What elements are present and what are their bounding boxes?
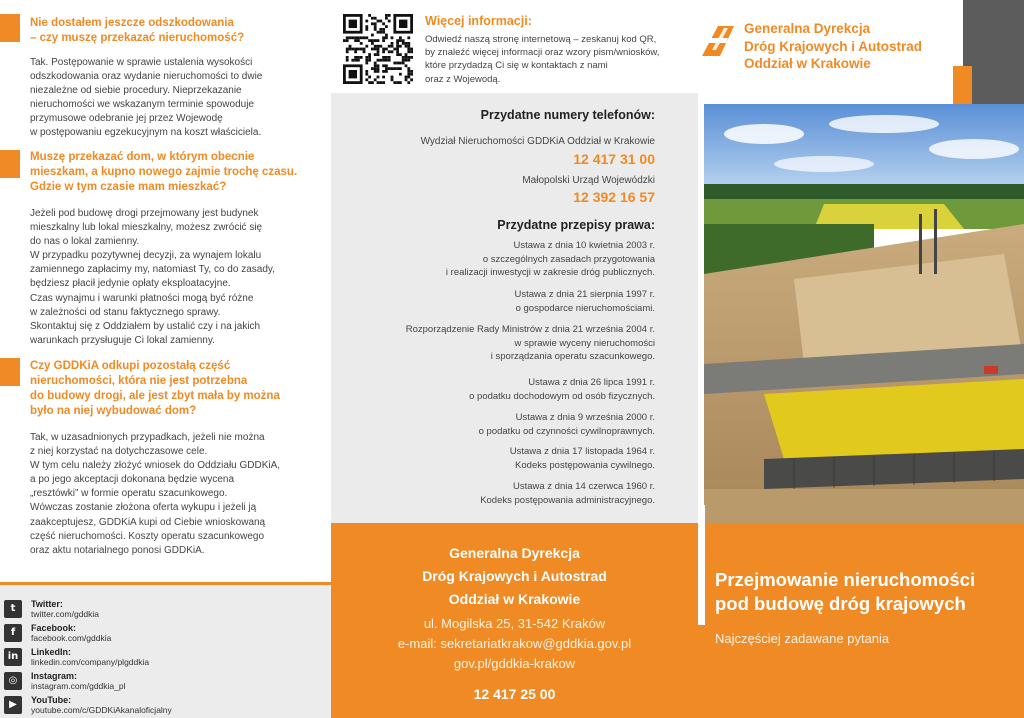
accent-bar [0, 150, 20, 178]
cover-title-line1: Przejmowanie nieruchomości [715, 569, 976, 590]
law-item: Ustawa z dnia 21 sierpnia 1997 r. o gospodarce nieruchomościami. [514, 289, 655, 314]
contact-website[interactable]: gov.pl/gddkia-krakow [453, 656, 576, 671]
social-url[interactable]: youtube.com/c/GDDKiAkanaloficjalny [31, 705, 172, 715]
contact-org-line2: Dróg Krajowych i Autostrad [422, 568, 607, 584]
more-info-text: Odwiedź naszą stronę internetową – zeskanuj kod QR, by znaleźć więcej informacji oraz wzory pism/wniosków, które przydadzą Ci się w kontaktach z nami oraz z Wojewodą. [425, 34, 660, 85]
social-label: Facebook: [31, 623, 77, 633]
law-item: Ustawa z dnia 14 czerwca 1960 r. Kodeks postępowania administracyjnego. [480, 481, 655, 506]
linkedin-icon: in [4, 648, 22, 666]
faq-item-remaining-property [0, 358, 331, 568]
instagram-icon: ◎ [4, 672, 22, 690]
cover-subtitle: Najczęściej zadawane pytania [715, 631, 890, 646]
faq-answer: Jeżeli pod budowę drogi przejmowany jest budynek mieszkalny lub lokal mieszkalny, możesz zwrócić się do nas o lokal zamienny. W przypadku pozytywnej decyzji, za wynajem lokalu zamiennego zapłacimy my, natomiast Ty, co do zasady, będziesz płacił jedynie opłaty eksploatacyjne. Czas wynajmu i warunki płatności mogą być różne w zależności od stanu faktycznego sprawy. Skontaktuj się z Oddziałem by ustalić czy i na jakich warunkach przysługuje Ci lokal zamienny. [30, 208, 275, 346]
org-name-line2: Dróg Krajowych i Autostrad [744, 38, 923, 54]
youtube-icon: ▶ [4, 696, 22, 714]
law-item: Ustawa z dnia 17 listopada 1964 r. Kodeks postępowania cywilnego. [509, 446, 655, 471]
social-link-twitter[interactable] [4, 599, 324, 621]
accent-bar [0, 358, 20, 386]
qr-code[interactable] [343, 14, 413, 84]
phone-number-voivodeship[interactable]: 12 392 16 57 [573, 189, 655, 205]
left-panel [0, 0, 331, 718]
middle-panel [331, 0, 698, 718]
faq-question: Nie dostałem jeszcze odszkodowania – czy muszę przekazać nieruchomość? [30, 17, 245, 44]
social-media-box [0, 582, 331, 718]
phone-number-gddkia[interactable]: 12 417 31 00 [573, 151, 655, 167]
faq-answer: Tak. Postępowanie w sprawie ustalenia wysokości odszkodowania oraz wydanie nieruchomości to dwie niezależne od siebie procedury. Nieprzekazanie nieruchomości we wskazanym terminie spowoduje przymusowe odebranie jej przez Wojewodę w postępowaniu egzekucyjnym na koszt właściciela. [30, 57, 263, 139]
law-item: Ustawa z dnia 26 lipca 1991 r. o podatku dochodowym od osób fizycznych. [469, 377, 655, 402]
phone-office-gddkia: Wydział Nieruchomości GDDKiA Oddział w Krakowie [420, 136, 655, 147]
more-info-title: Więcej informacji: [425, 14, 532, 28]
social-url[interactable]: linkedin.com/company/plgddkia [31, 657, 150, 667]
faq-item-compensation [0, 14, 331, 144]
law-item: Ustawa z dnia 10 kwietnia 2003 r. o szczególnych zasadach przygotowania i realizacji inwestycji w zakresie dróg publicznych. [445, 240, 655, 279]
social-link-linkedin[interactable] [4, 647, 324, 669]
facebook-icon: f [4, 624, 22, 642]
dark-accent-strip [963, 0, 1024, 105]
social-label: YouTube: [31, 695, 72, 705]
org-name [744, 20, 974, 73]
faq-answer: Tak, w uzasadnionych przypadkach, jeżeli nie można z niej korzystać na dotychczasowe cele. W tym celu należy złożyć wniosek do Oddziału GDDKiA, a po jego akceptacji dokonana będzie wycena „resztówki” w formie operatu szacunkowego. Wówczas zostanie złożona oferta wykupu i jeżeli ją zaakceptujesz, GDDKiA kupi od Ciebie wnioskowaną część nieruchomości. Koszty operatu szacunkowego oraz aktu notarialnego ponosi GDDKiA. [30, 432, 281, 556]
social-link-instagram[interactable] [4, 671, 324, 693]
contact-box [331, 523, 698, 718]
contact-address: ul. Mogilska 25, 31-542 Kraków [423, 616, 606, 631]
faq-question: Muszę przekazać dom, w którym obecnie mieszkam, a kupno nowego zajmie trochę czasu. Gdzie w tym czasie mam mieszkać? [30, 151, 298, 193]
org-name-line3: Oddział w Krakowie [744, 56, 871, 71]
contact-org-line3: Oddział w Krakowie [448, 591, 581, 607]
social-link-facebook[interactable] [4, 623, 324, 645]
law-item: Rozporządzenie Rady Ministrów z dnia 21 września 2004 r. w sprawie wyceny nieruchomości i sporządzania operatu szacunkowego. [405, 324, 655, 363]
laws-title: Przydatne przepisy prawa: [497, 218, 655, 232]
contact-phone[interactable]: 12 417 25 00 [473, 686, 556, 702]
social-url[interactable]: twitter.com/gddkia [31, 609, 100, 619]
white-divider [698, 505, 705, 625]
useful-info-box [331, 93, 698, 523]
contact-org-line1: Generalna Dyrekcja [449, 545, 580, 561]
social-label: Twitter: [31, 599, 63, 609]
contact-email[interactable]: e-mail: sekretariatkrakow@gddkia.gov.pl [397, 636, 632, 651]
social-url[interactable]: instagram.com/gddkia_pl [31, 681, 126, 691]
social-label: Instagram: [31, 671, 78, 681]
org-name-line1: Generalna Dyrekcja [744, 21, 871, 36]
faq-item-replacement-housing [0, 150, 331, 350]
social-url[interactable]: facebook.com/gddkia [31, 633, 112, 643]
faq-question: Czy GDDKiA odkupi pozostałą część nieruchomości, która nie jest potrzebna do budowy drogi, ale jest zbyt mała by można było na niej wybudować dom? [30, 360, 280, 417]
cover-title-line2: pod budowę dróg krajowych [715, 593, 966, 614]
construction-photo [704, 104, 1024, 524]
cover-title-box [698, 523, 1024, 718]
phone-office-voivodeship: Małopolski Urząd Wojewódzki [522, 175, 655, 186]
twitter-icon: t [4, 600, 22, 618]
gddkia-logo-icon [698, 20, 738, 60]
law-item: Ustawa z dnia 9 września 2000 r. o podatku od czynności cywilnoprawnych. [478, 412, 655, 437]
accent-bar [0, 14, 20, 42]
phones-title: Przydatne numery telefonów: [480, 108, 655, 122]
social-label: LinkedIn: [31, 647, 71, 657]
social-link-youtube[interactable] [4, 695, 324, 717]
cover-title [715, 568, 1020, 616]
right-panel [698, 0, 1024, 718]
